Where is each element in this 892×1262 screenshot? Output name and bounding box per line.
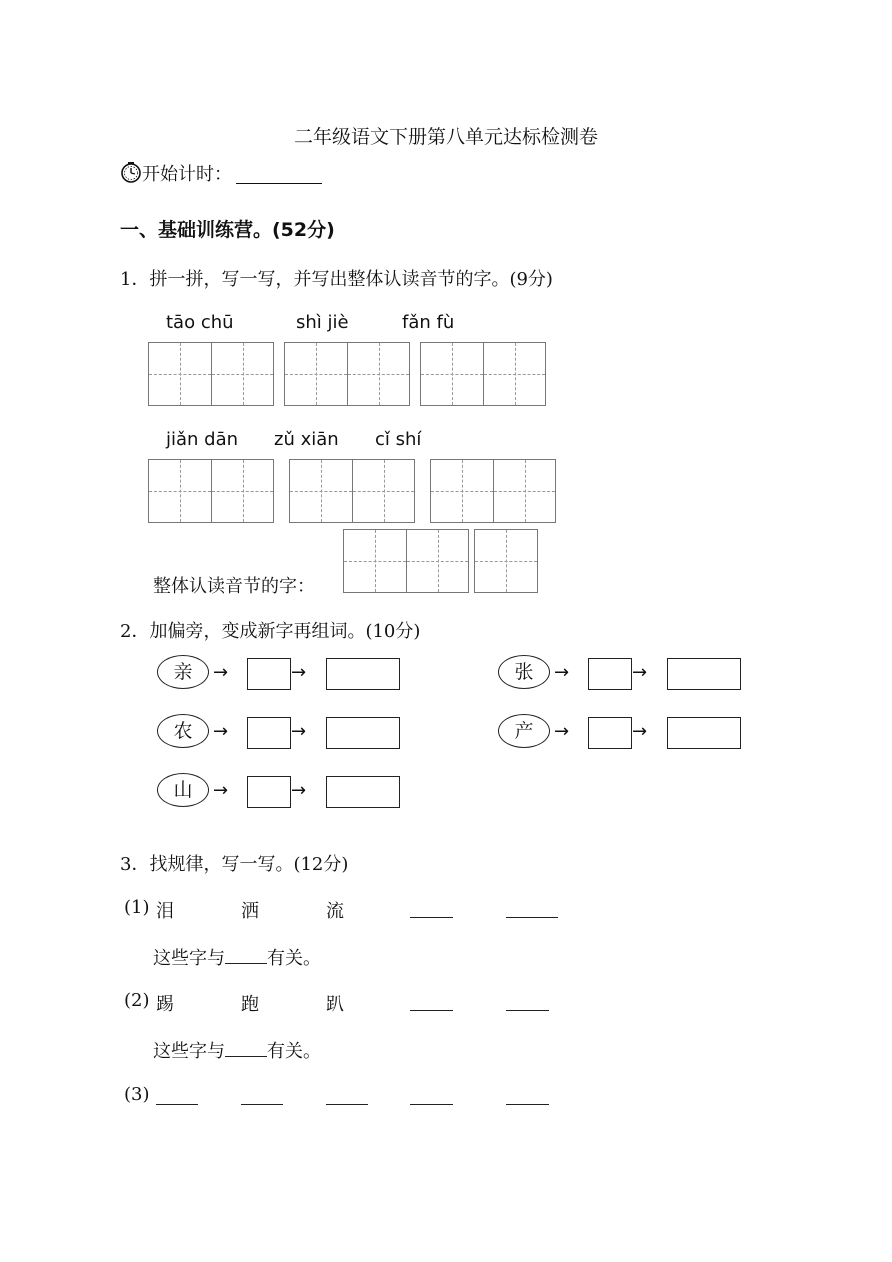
new-char-box[interactable] — [588, 658, 632, 690]
q3-part2-note — [153, 1037, 321, 1063]
clock-icon — [120, 162, 142, 184]
note-suffix: 有关。 — [267, 948, 321, 969]
answer-grid-2[interactable] — [474, 529, 538, 593]
page-title: 二年级语文下册第八单元达标检测卷 — [293, 126, 598, 148]
pattern-char: 跑 — [241, 994, 259, 1015]
timer-blank[interactable] — [236, 163, 322, 184]
q3-prompt: 3．找规律，写一写。(12分) — [120, 854, 349, 875]
pinyin-5: zǔ xiān — [274, 429, 339, 450]
word-box[interactable] — [667, 658, 741, 690]
pattern-char: 趴 — [326, 994, 344, 1015]
answer-blank[interactable] — [225, 1040, 267, 1057]
q1-prompt: 1．拼一拼，写一写，并写出整体认读音节的字。(9分) — [120, 269, 553, 290]
new-char-box[interactable] — [247, 658, 291, 690]
arrow: → — [291, 721, 307, 742]
writing-grid-6[interactable] — [430, 459, 556, 523]
radical-char-2: 张 — [498, 655, 550, 689]
writing-grid-2[interactable] — [284, 342, 410, 406]
arrow: → — [291, 662, 307, 683]
answer-grid-1[interactable] — [343, 529, 469, 593]
pinyin-4: jiǎn dān — [166, 429, 239, 450]
start-timer — [120, 160, 322, 186]
writing-grid-1[interactable] — [148, 342, 274, 406]
arrow: → — [632, 721, 648, 742]
answer-blank[interactable] — [506, 916, 558, 918]
word-box[interactable] — [326, 776, 400, 808]
q1-answer-label: 整体认读音节的字： — [153, 576, 315, 597]
radical-char-5: 山 — [157, 773, 209, 807]
arrow: → — [213, 662, 229, 683]
answer-blank[interactable] — [156, 1103, 198, 1105]
pinyin-1: tāo chū — [166, 312, 234, 333]
pinyin-3: fǎn fù — [402, 312, 455, 333]
note-prefix: 这些字与 — [153, 1041, 225, 1062]
answer-blank[interactable] — [410, 916, 453, 918]
answer-blank[interactable] — [506, 1009, 549, 1011]
q2-prompt: 2．加偏旁，变成新字再组词。(10分) — [120, 621, 421, 642]
pattern-char: 洒 — [241, 901, 259, 922]
writing-grid-3[interactable] — [420, 342, 546, 406]
pinyin-6: cǐ shí — [375, 429, 422, 450]
answer-blank[interactable] — [326, 1103, 368, 1105]
answer-blank[interactable] — [506, 1103, 549, 1105]
q3-part1-note — [153, 944, 321, 970]
pattern-char: 泪 — [156, 901, 174, 922]
arrow: → — [213, 721, 229, 742]
note-suffix: 有关。 — [267, 1041, 321, 1062]
radical-char-3: 农 — [157, 714, 209, 748]
arrow: → — [291, 780, 307, 801]
radical-char-1: 亲 — [157, 655, 209, 689]
arrow: → — [632, 662, 648, 683]
word-box[interactable] — [326, 658, 400, 690]
note-prefix: 这些字与 — [153, 948, 225, 969]
new-char-box[interactable] — [588, 717, 632, 749]
word-box[interactable] — [667, 717, 741, 749]
radical-char-4: 产 — [498, 714, 550, 748]
new-char-box[interactable] — [247, 717, 291, 749]
new-char-box[interactable] — [247, 776, 291, 808]
q3-part3-label: (3) — [124, 1084, 150, 1105]
pattern-char: 踢 — [156, 994, 174, 1015]
timer-label: 开始计时： — [142, 164, 232, 185]
section-1-heading: 一、基础训练营。(52分) — [120, 219, 335, 241]
word-box[interactable] — [326, 717, 400, 749]
arrow: → — [554, 721, 570, 742]
answer-blank[interactable] — [225, 947, 267, 964]
writing-grid-4[interactable] — [148, 459, 274, 523]
answer-blank[interactable] — [410, 1103, 453, 1105]
q3-part1-label: (1) — [124, 897, 150, 918]
arrow: → — [213, 780, 229, 801]
answer-blank[interactable] — [410, 1009, 453, 1011]
writing-grid-5[interactable] — [289, 459, 415, 523]
pinyin-2: shì jiè — [296, 312, 349, 333]
answer-blank[interactable] — [241, 1103, 283, 1105]
arrow: → — [554, 662, 570, 683]
q3-part2-label: (2) — [124, 990, 150, 1011]
pattern-char: 流 — [326, 901, 344, 922]
